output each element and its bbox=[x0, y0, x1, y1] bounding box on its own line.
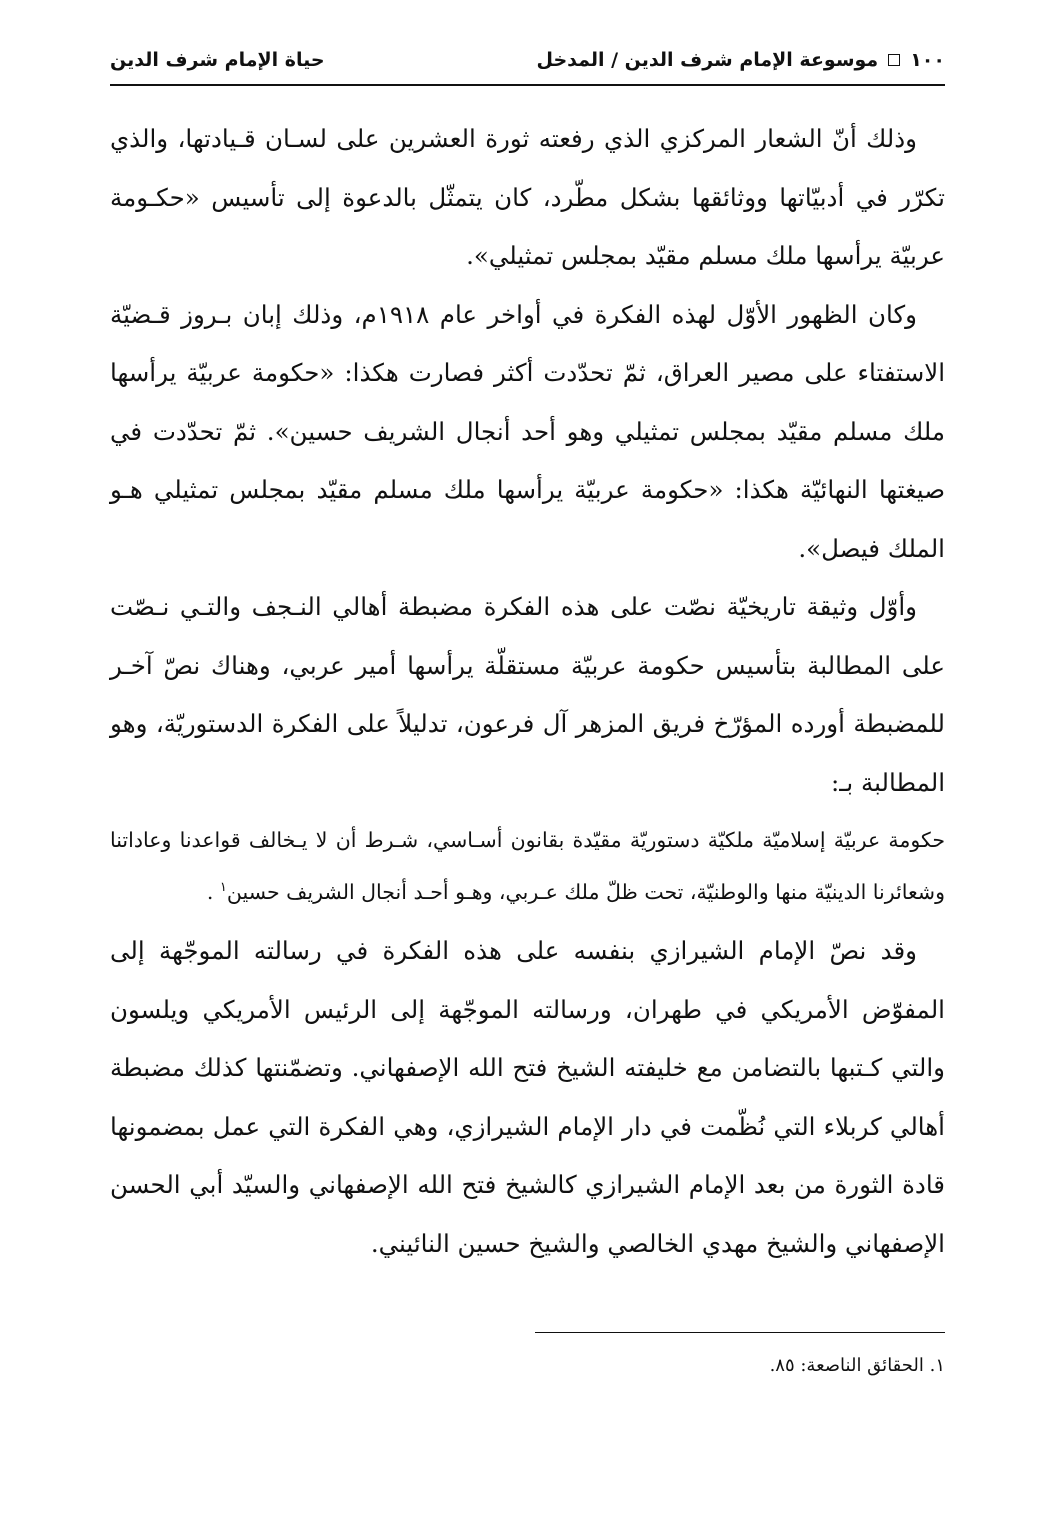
page-number: ١٠٠ bbox=[910, 49, 945, 71]
quote-end: . bbox=[206, 880, 214, 904]
footnote-1: ١. الحقائق الناصعة: ٨٥. bbox=[769, 1355, 945, 1376]
paragraph-4: وقد نصّ الإمام الشيرازي بنفسه على هذه الفكرة في رسالته الموجّهة إلى المفوّض الأمريكي في طهران، ورسالته الموجّهة إلى الرئيس الأمريكي ويلسون والتي كـتبها بالتضامن مع خليفته الشيخ فتح الله الإصفهاني. وتضمّنتها كذلك مضبطة أهالي كربلاء التي نُظّمت في دار الإمام الشيرازي، وهي الفكرة التي عمل بمضمونها قادة الثورة من بعد الإمام الشيرازي كالشيخ فتح الله الإصفهاني والسيّد أبي الحسن الإصفهاني والشيخ مهدي الخالصي والشيخ حسين النائيني. bbox=[110, 936, 945, 1258]
main-text bbox=[110, 110, 945, 1273]
paragraph-2: وكان الظهور الأوّل لهذه الفكرة في أواخر عام ١٩١٨م، وذلك إبان بـروز قـضيّة الاستفتاء على مصير العراق، ثمّ تحدّدت أكثر فصارت هكذا: «حكومة عربيّة يرأسها ملك مسلم مقيّد بمجلس تمثيلي وهو أحد أنجال الشريف حسين». ثمّ تحدّدت في صيغتها النهائيّة هكذا: «حكومة عربيّة يرأسها ملك مسلم مقيّد بمجلس تمثيلي هـو الملك فيصل». bbox=[110, 299, 945, 563]
quote-text bbox=[110, 814, 945, 918]
paragraph-3: وأوّل وثيقة تاريخيّة نصّت على هذه الفكرة مضبطة أهالي النـجف والتـي نـصّت على المطالبة بتأسيس حكومة عربيّة مستقلّة يرأسها أمير عربي، وهناك نصّ آخـر للمضبطة أورده المؤرّخ فريق المزهر آل فرعون، تدليلاً على الفكرة الدستوريّة، وهو المطالبة بـ: bbox=[110, 592, 945, 797]
footnote-rule bbox=[535, 1332, 945, 1333]
separator-box-icon bbox=[888, 54, 900, 66]
quote-body: حكومة عربيّة إسلاميّة ملكيّة دستوريّة مقيّدة بقانون أسـاسي، شـرط أن لا يـخالف قواعدنا وعاداتنا وشعائرنا الدينيّة منها والوطنيّة، تحت ظلّ ملك عـربي، وهـو أحـد أنجال الشريف حسين bbox=[110, 828, 945, 904]
header-rule bbox=[110, 84, 945, 86]
footnote-reference: ١ bbox=[219, 880, 227, 896]
paragraph-1: وذلك أنّ الشعار المركزي الذي رفعته ثورة العشرين على لسـان قـيادتها، والذي تكرّر في أدبيّاتها ووثائقها بشكل مطّرد، كان يتمثّل بالدعوة إلى تأسيس «حكـومة عربيّة يرأسها ملك مسلم مقيّد بمجلس تمثيلي». bbox=[110, 124, 945, 270]
section-title: حياة الإمام شرف الدين bbox=[110, 49, 325, 71]
book-title: موسوعة الإمام شرف الدين / المدخل bbox=[536, 49, 879, 71]
header-right bbox=[536, 49, 945, 71]
block-quote bbox=[110, 812, 945, 922]
running-header bbox=[110, 40, 945, 80]
